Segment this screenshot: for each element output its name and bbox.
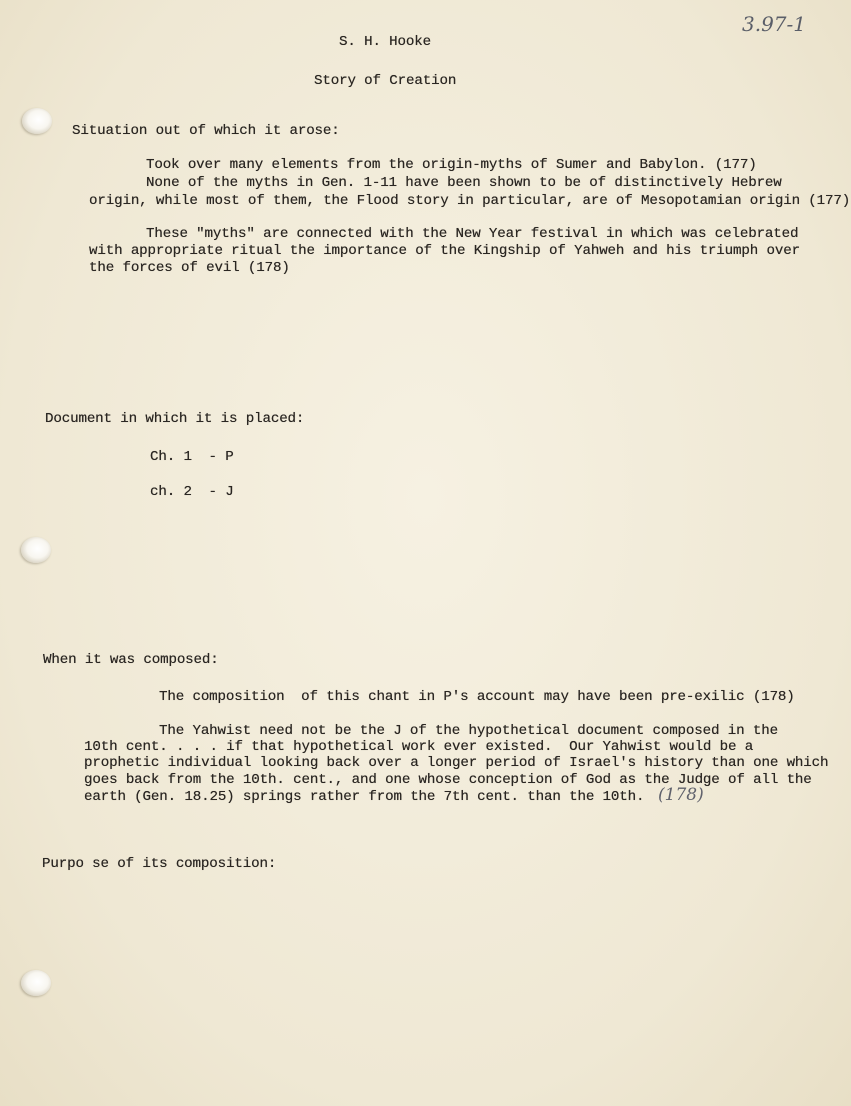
composed-line: The Yahwist need not be the J of the hypothetical document composed in the xyxy=(159,723,778,739)
situation-line: Took over many elements from the origin-myths of Sumer and Babylon. (177) xyxy=(146,157,757,173)
handwritten-reference: 3.97-1 xyxy=(742,12,807,36)
situation-heading: Situation out of which it arose: xyxy=(72,123,340,139)
author-name: S. H. Hooke xyxy=(339,34,432,50)
document-heading: Document in which it is placed: xyxy=(45,411,305,427)
document-item: ch. 2 - J xyxy=(150,484,234,500)
situation-line: These "myths" are connected with the New Year festival in which was celebrated xyxy=(146,226,799,242)
composed-heading: When it was composed: xyxy=(43,652,219,668)
situation-line: the forces of evil (178) xyxy=(89,260,290,276)
page-title: Story of Creation xyxy=(314,73,457,89)
handwritten-citation: (178) xyxy=(658,785,704,805)
punch-hole-top xyxy=(22,108,52,134)
punch-hole-middle xyxy=(21,537,51,563)
document-item: Ch. 1 - P xyxy=(150,449,234,465)
punch-hole-bottom xyxy=(21,970,51,996)
composed-line: earth (Gen. 18.25) springs rather from the 7th cent. than the 10th. xyxy=(84,789,645,805)
composed-line: prophetic individual looking back over a longer period of Israel's history than one which xyxy=(84,755,829,771)
situation-line: with appropriate ritual the importance of the Kingship of Yahweh and his triumph over xyxy=(89,243,800,259)
situation-line: origin, while most of them, the Flood story in particular, are of Mesopotamian origin (177) xyxy=(89,193,851,209)
purpose-heading: Purpo se of its composition: xyxy=(42,856,277,872)
composed-line: The composition of this chant in P's account may have been pre-exilic (178) xyxy=(159,689,795,705)
situation-line: None of the myths in Gen. 1-11 have been shown to be of distinctively Hebrew xyxy=(146,175,782,191)
composed-line: goes back from the 10th. cent., and one whose conception of God as the Judge of all the xyxy=(84,772,812,788)
composed-line: 10th cent. . . . if that hypothetical work ever existed. Our Yahwist would be a xyxy=(84,739,754,755)
